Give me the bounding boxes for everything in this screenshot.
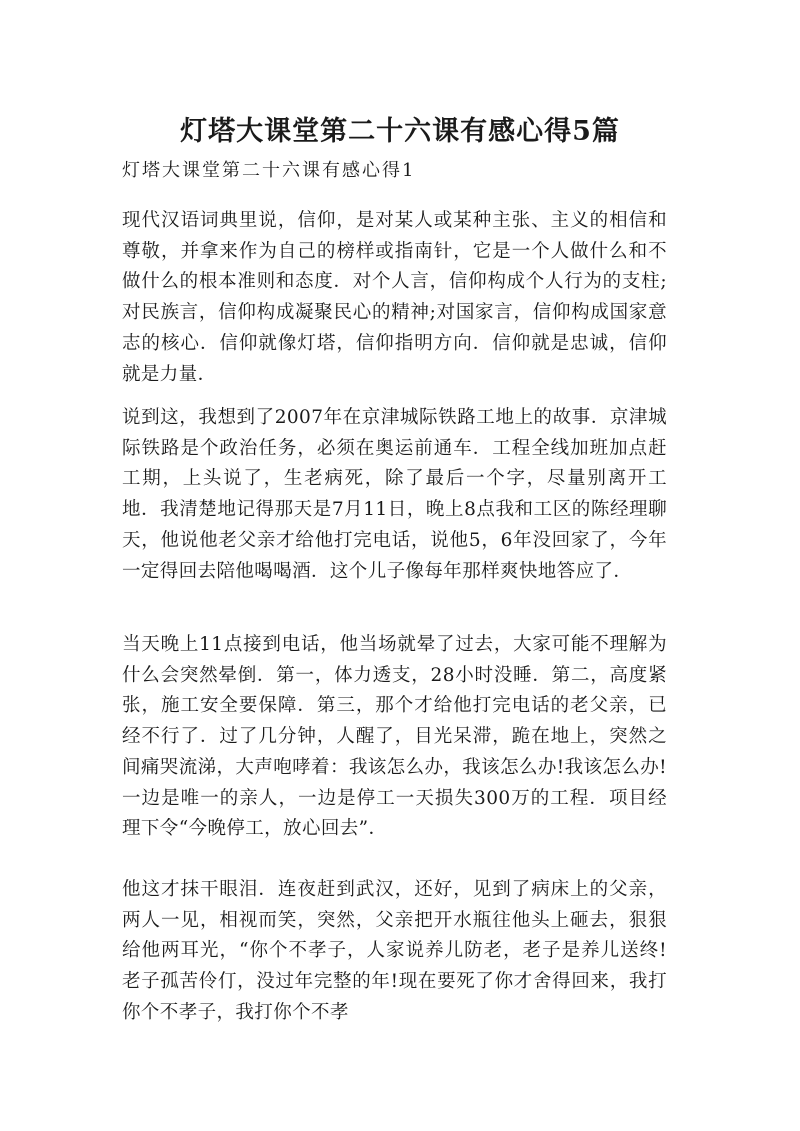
paragraph-1: 现代汉语词典里说，信仰，是对某人或某种主张、主义的相信和尊敬，并拿来作为自己的榜样或指南针，它是一个人做什么和不做什么的根本准则和态度．对个人言，信仰构成个人行为的支柱;对民族言，信仰构成凝聚民心的精神;对国家言，信仰构成国家意志的核心．信仰就像灯塔，信仰指明方向．信仰就是忠诚，信仰就是力量． [122,210,667,385]
paragraph-3: 当天晚上11点接到电话，他当场就晕了过去，大家可能不理解为什么会突然晕倒．第一，体力透支，28小时没睡．第二，高度紧张，施工安全要保障．第三，那个才给他打完电话的老父亲，已经不行了．过了几分钟，人醒了，目光呆滞，跪在地上，突然之间痛哭流涕，大声咆哮着：我该怎么办，我该怎么办!我该怎么办!一边是唯一的亲人，一边是停工一天损失300万的工程．项目经理下令“今晚停工，放心回去”． [122,634,667,840]
section-heading: 灯塔大课堂第二十六课有感心得1 [122,160,416,181]
document-title: 灯塔大课堂第二十六课有感心得5篇 [180,116,620,147]
paragraph-4: 他这才抹干眼泪．连夜赶到武汉，还好，见到了病床上的父亲，两人一见，相视而笑，突然，父亲把开水瓶往他头上砸去，狠狠给他两耳光，“你个不孝子，人家说养儿防老，老子是养儿送终!老子孤苦伶仃，没过年完整的年!现在要死了你才舍得回来，我打你个不孝子，我打你个不孝 [122,879,667,1023]
paragraph-2: 说到这，我想到了2007年在京津城际铁路工地上的故事．京津城际铁路是个政治任务，必须在奥运前通车．工程全线加班加点赶工期，上头说了，生老病死，除了最后一个字，尽量别离开工地．我清楚地记得那天是7月11日，晚上8点我和工区的陈经理聊天，他说他老父亲才给他打完电话，说他5，6年没回家了，今年一定得回去陪他喝喝酒．这个儿子像每年那样爽快地答应了． [122,407,667,582]
